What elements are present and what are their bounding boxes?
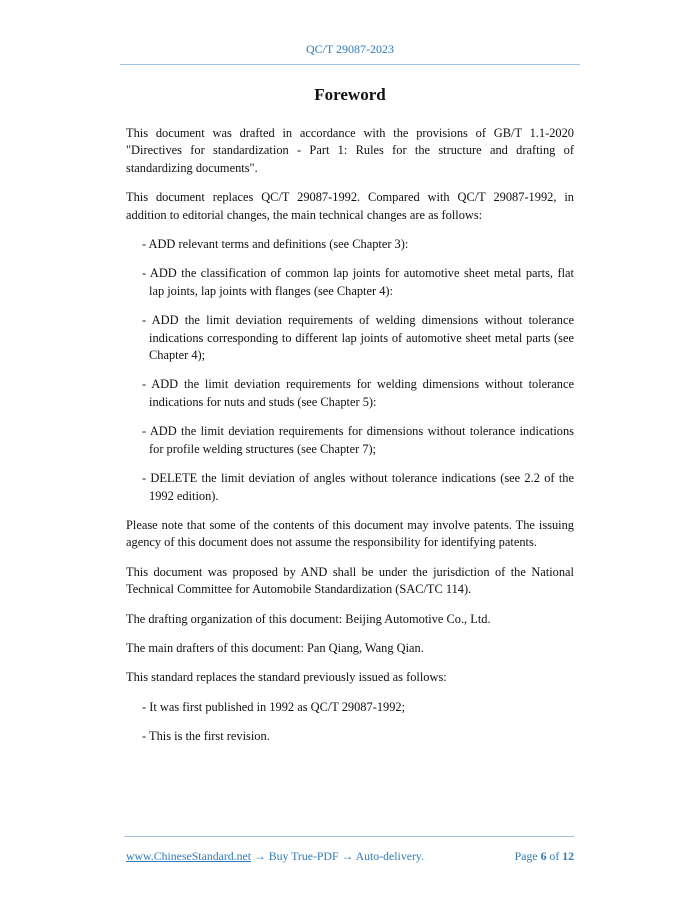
paragraph-replacement: This document replaces QC/T 29087-1992. Compared with QC/T 29087-1992, in addition to editorial changes, the main technical changes are as follows: [126,190,574,222]
change-item: - ADD relevant terms and definitions (see Chapter 3): [142,237,409,252]
header-divider [120,64,580,65]
paragraph-drafting-organization: The drafting organization of this document: Beijing Automotive Co., Ltd. [126,611,491,626]
footer-divider [124,836,574,837]
change-item: - ADD the classification of common lap joints for automotive sheet metal parts, flat lap joints, lap joints with flanges (see Chapter 4): [142,266,574,298]
document-code-header: QC/T 29087-2023 [305,42,395,56]
paragraph-drafting-basis: This document was drafted in accordance with the provisions of GB/T 1.1-2020 "Directives for standardization - Part 1: Rules for the structure and drafting of standardizing documents". [126,126,574,175]
document-body [126,125,574,758]
page-title: Foreword [314,85,386,104]
paragraph-drafters: The main drafters of this document: Pan Qiang, Wang Qian. [126,640,424,655]
promo-text: → Buy True-PDF → Auto-delivery. [251,849,424,863]
history-item: - It was first published in 1992 as QC/T 29087-1992; [142,699,406,714]
change-item: - ADD the limit deviation requirements for dimensions without tolerance indications for profile welding structures (see Chapter 7); [142,424,574,456]
paragraph-proposer: This document was proposed by AND shall be under the jurisdiction of the National Technical Committee for Automobile Standardization (SAC/TC 114). [126,564,574,597]
history-item: - This is the first revision. [142,729,270,744]
change-item: - DELETE the limit deviation of angles without tolerance indications (see 2.2 of the 1992 edition). [142,471,574,503]
site-link[interactable]: www.ChineseStandard.net [126,849,252,863]
page-footer [126,849,574,864]
change-item: - ADD the limit deviation requirements for welding dimensions without tolerance indications for nuts and studs (see Chapter 5): [142,377,574,409]
current-page: 6 [540,849,547,863]
paragraph-previous-editions: This standard replaces the standard previously issued as follows: [126,670,447,685]
total-pages: 12 [562,849,574,863]
paragraph-patents: Please note that some of the contents of this document may involve patents. The issuing agency of this document does not assume the responsibility for identifying patents. [126,517,574,550]
page-number: Page 6 of 12 [514,849,574,863]
change-item: - ADD the limit deviation requirements of welding dimensions without tolerance indications corresponding to different lap joints of automotive sheet metal parts (see Chapter 4); [142,313,574,363]
